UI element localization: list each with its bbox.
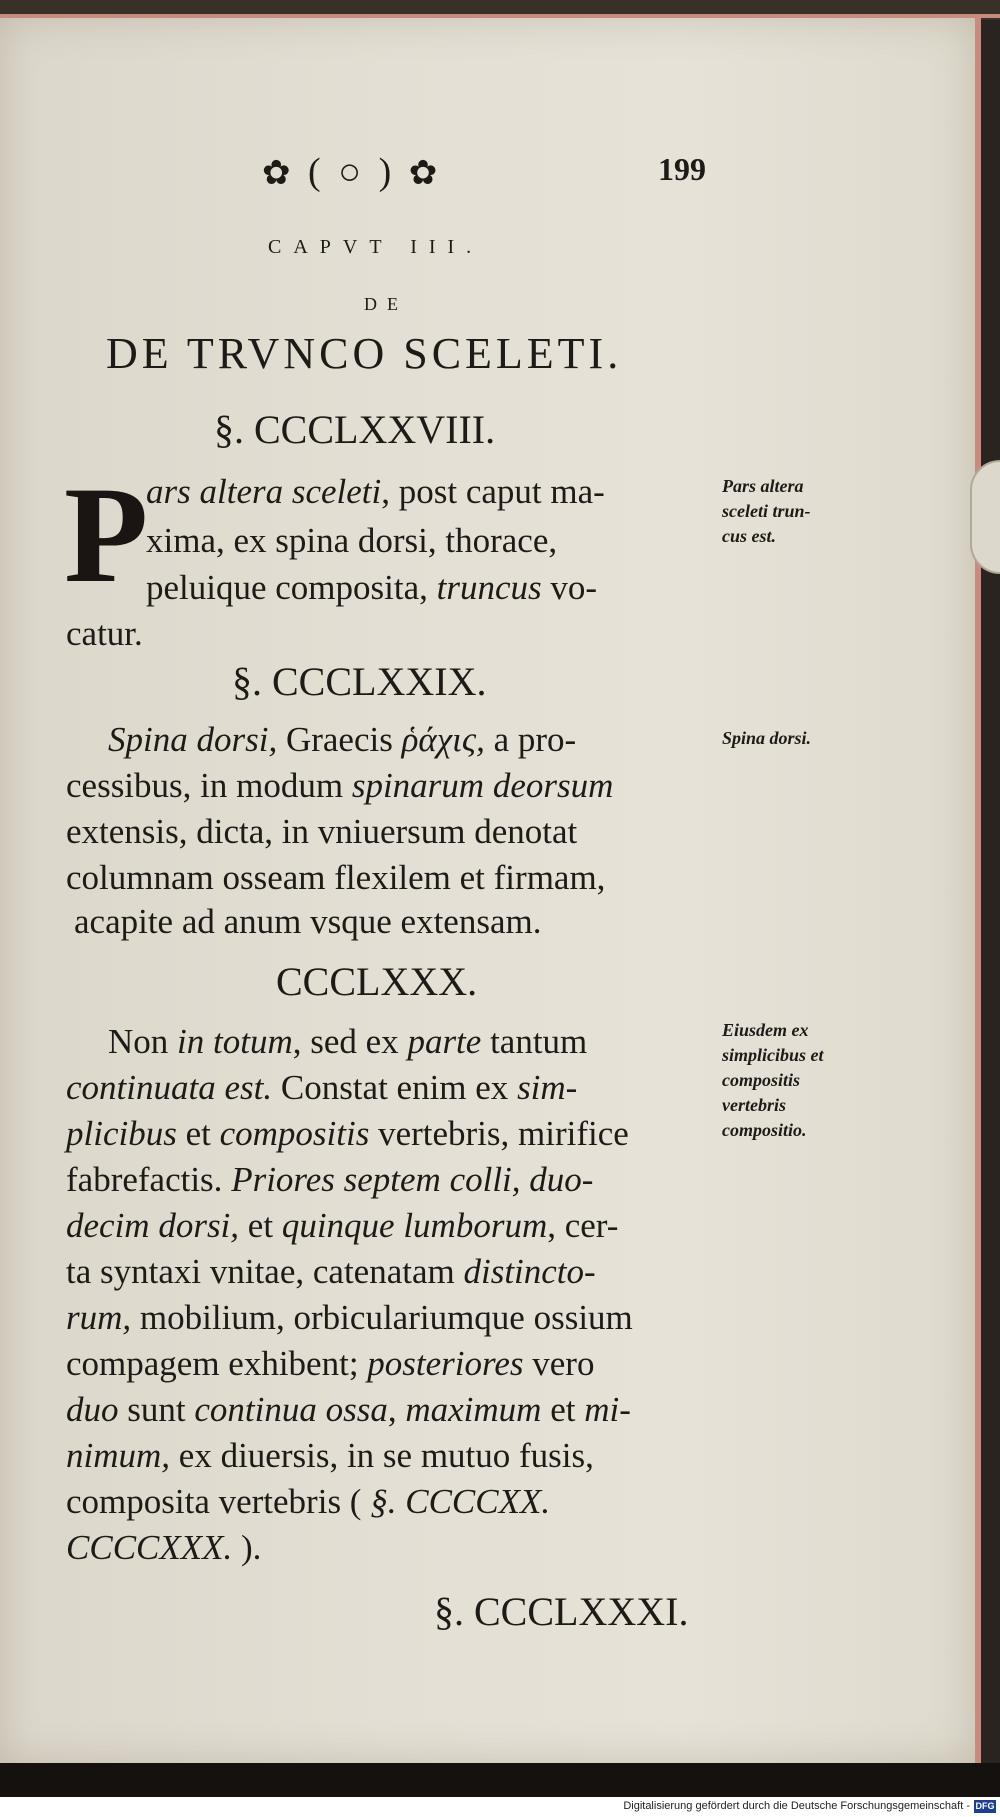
paragraph-line: plicibus et compositis vertebris, mirifice bbox=[66, 1114, 629, 1153]
chapter-label: CAPVT III. bbox=[268, 236, 484, 258]
paragraph-line: Spina dorsi, Graecis ῥάχις, a pro- bbox=[108, 720, 577, 759]
page-number: 199 bbox=[658, 151, 706, 187]
paragraph-line: decim dorsi, et quinque lumborum, cer- bbox=[66, 1206, 619, 1245]
book-page bbox=[0, 18, 981, 1763]
section-heading: §. CCCLXXVIII. bbox=[214, 407, 496, 452]
flower-ornament-right-icon: ✿ bbox=[408, 155, 442, 192]
top-page-edge bbox=[0, 0, 1000, 20]
margin-note: Eiusdem ex simplicibus et compositis vertebris compositio. bbox=[722, 1020, 824, 1140]
paragraph-line: peluique composita, truncus vo- bbox=[146, 568, 598, 607]
paragraph-line: cessibus, in modum spinarum deorsum bbox=[66, 766, 614, 805]
chapter-title: DE TRVNCO SCELETI. bbox=[106, 329, 623, 378]
margin-note: Pars altera sceleti trun- cus est. bbox=[722, 476, 811, 546]
paragraph-line: continuata est. Constat enim ex sim- bbox=[66, 1068, 578, 1107]
paragraph-line: columnam osseam flexilem et firmam, bbox=[66, 858, 606, 897]
paragraph-line: ars altera sceleti, post caput ma- bbox=[146, 472, 605, 511]
paragraph-line: fabrefactis. Priores septem colli, duo- bbox=[66, 1160, 594, 1199]
paragraph-line: nimum, ex diuersis, in se mutuo fusis, bbox=[66, 1436, 594, 1475]
running-head bbox=[262, 150, 441, 194]
paragraph-line: composita vertebris ( §. CCCCXX. bbox=[66, 1482, 551, 1521]
paragraph-line: duo sunt continua ossa, maximum et mi- bbox=[66, 1390, 631, 1429]
scan-bottom-band bbox=[0, 1763, 1000, 1797]
dfg-logo: DFG bbox=[975, 1801, 995, 1811]
paragraph-line: compagem exhibent; posteriores vero bbox=[66, 1344, 595, 1383]
paragraph-line: xima, ex spina dorsi, thorace, bbox=[146, 521, 558, 560]
paragraph-line: rum, mobilium, orbiculariumque ossium bbox=[66, 1298, 633, 1337]
flower-ornament-left-icon: ✿ bbox=[262, 155, 295, 192]
paragraph-line: extensis, dicta, in vniuersum denotat bbox=[66, 812, 578, 851]
center-mark: ( ○ ) bbox=[308, 151, 396, 193]
margin-note: Spina dorsi. bbox=[722, 728, 812, 748]
section-heading: §. CCCLXXXI. bbox=[434, 1589, 689, 1634]
page-tab-marker bbox=[970, 460, 1000, 574]
chapter-de: DE bbox=[364, 294, 408, 314]
paragraph-line: ta syntaxi vnitae, catenatam distincto- bbox=[66, 1252, 596, 1291]
paragraph-line: Non in totum, sed ex parte tantum bbox=[108, 1022, 588, 1061]
drop-capital: P bbox=[64, 458, 149, 611]
paragraph-line: catur. bbox=[66, 614, 143, 653]
digitization-footer bbox=[0, 1797, 1000, 1817]
paragraph-line: CCCCXXX. ). bbox=[66, 1528, 262, 1567]
paragraph-line: acapite ad anum vsque extensam. bbox=[74, 902, 542, 941]
section-heading: §. CCCLXXIX. bbox=[232, 659, 487, 704]
funding-note: Digitalisierung gefördert durch die Deutsche Forschungsgemeinschaft - bbox=[623, 1800, 970, 1812]
section-heading: CCCLXXX. bbox=[276, 959, 478, 1004]
